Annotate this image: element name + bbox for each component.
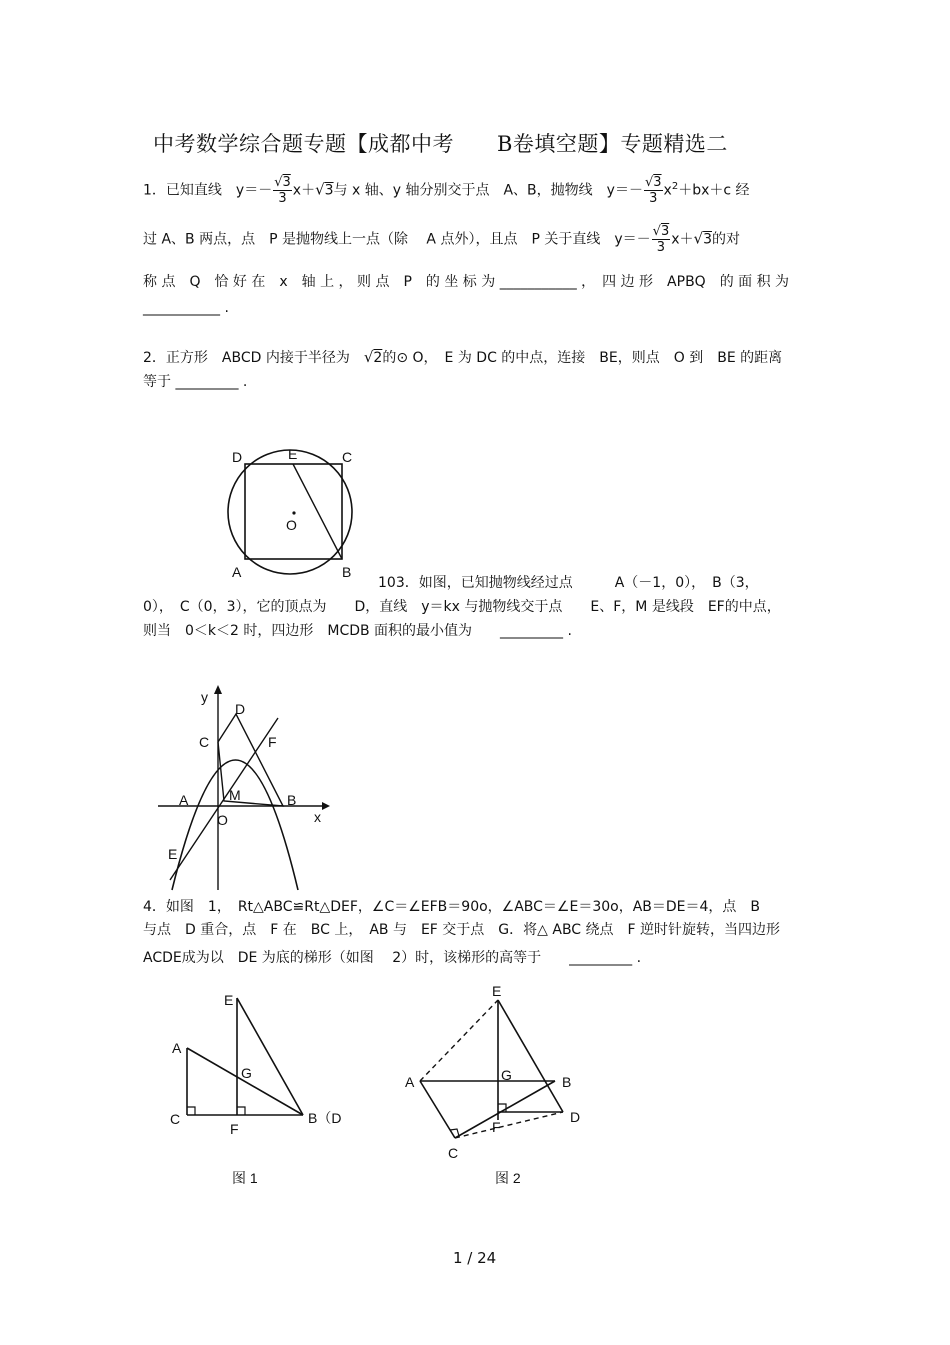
label-g: G xyxy=(501,1067,512,1083)
label-f: F xyxy=(230,1121,239,1137)
label-a: A xyxy=(405,1074,415,1090)
label-c: C xyxy=(448,1145,459,1161)
label-x: x xyxy=(314,809,321,825)
q2-line-1: 2．正方形 ABCD 内接于半径为 √2的⊙ O， E 为 DC 的中点，连接 BE，则点 O 到 BE 的距离 xyxy=(143,348,783,366)
right-angle-f xyxy=(237,1107,245,1115)
label-a: A xyxy=(232,564,242,580)
q1-text: 1．已知直线 y＝－ xyxy=(143,182,273,199)
label-b: B xyxy=(287,792,297,808)
q4-line-1: 4．如图 1， Rt△ABC≌Rt△DEF，∠C＝∠EFB＝90o，∠ABC＝∠E＝30o，AB＝DE＝4，点 B xyxy=(143,899,761,915)
q3-line-3: 则当 0＜k＜2 时，四边形 MCDB 面积的最小值为 _________ . xyxy=(143,623,572,639)
label-y: y xyxy=(201,689,208,705)
fraction: $\frac{√3}{3}$ xyxy=(644,175,662,206)
parabola-figure xyxy=(150,680,340,895)
figure-2-caption: 图 2 xyxy=(495,1170,521,1185)
segment-ab xyxy=(187,1048,303,1115)
label-e: E xyxy=(492,983,502,999)
segment-ac xyxy=(420,1081,455,1138)
fraction: $\frac{√3}{3}$ xyxy=(274,175,291,206)
right-angle-c xyxy=(187,1107,195,1115)
label-c: C xyxy=(342,449,353,465)
q4-line-2: 与点 D 重合，点 F 在 BC 上， AB 与 EF 交于点 G．将△ ABC 绕点 F 逆时针旋转，当四边形 xyxy=(143,922,781,938)
label-o: O xyxy=(286,517,297,533)
y-axis-arrow xyxy=(214,685,222,694)
circle-o xyxy=(228,450,352,574)
label-d: D xyxy=(232,449,243,465)
segment-ed xyxy=(237,998,303,1115)
q1-line-2: 过 A、B 两点，点 P 是抛物线上一点（除 A 点外），且点 P 关于直线 y＝－ $\frac{√3}{3}$ x＋√3的对 xyxy=(143,224,740,255)
dashed-cd xyxy=(455,1112,563,1138)
label-b: B xyxy=(562,1074,572,1090)
circle-square-figure xyxy=(215,440,365,585)
center-point xyxy=(292,511,295,514)
figure-1 xyxy=(160,985,360,1185)
label-a: A xyxy=(179,792,189,808)
segment-cb xyxy=(455,1081,555,1138)
label-e: E xyxy=(288,446,298,462)
label-d: D xyxy=(570,1109,581,1125)
q1-line-4: ___________ . xyxy=(143,300,229,316)
label-g: G xyxy=(241,1065,252,1081)
segment-be xyxy=(293,464,342,559)
label-f: F xyxy=(268,734,277,750)
label-d: D xyxy=(235,701,246,717)
q3-line-2: 0）， C（0，3），它的顶点为 D，直线 y＝kx 与抛物线交于点 E、F，M 是线段 EF的中点， xyxy=(143,599,781,615)
label-a: A xyxy=(172,1040,182,1056)
dashed-ae xyxy=(420,1000,498,1081)
page-number: 1 / 24 xyxy=(453,1249,497,1267)
label-f: F xyxy=(492,1119,501,1135)
q3-line-1: 103．如图，已知抛物线经过点 A（－1，0）， B（3， xyxy=(378,575,759,591)
figure-1-caption: 图 1 xyxy=(232,1170,258,1185)
label-o: O xyxy=(217,812,228,828)
parabola-curve xyxy=(172,760,298,890)
x-axis-arrow xyxy=(322,802,330,810)
label-e: E xyxy=(168,846,178,862)
figure-2 xyxy=(400,980,600,1185)
label-bd: B（D xyxy=(308,1110,342,1126)
label-m: M xyxy=(229,787,241,803)
label-e: E xyxy=(224,992,234,1008)
q1-line-1: 1．已知直线 y＝－ $\frac{√3}{3}$ x＋√3与 x 轴、y 轴分别交于点 A、B，抛物线 y＝－ $\frac{√3}{3}$ $x^2+bx+c$ 经 xyxy=(143,175,750,206)
q1-line-3: 称 点 Q 恰 好 在 x 轴 上 ， 则 点 P 的 坐 标 为 ___________ ， 四 边 形 APBQ 的 面 积 为 xyxy=(143,274,790,290)
label-c: C xyxy=(199,734,210,750)
label-c: C xyxy=(170,1111,181,1127)
q4-line-3: ACDE成为以 DE 为底的梯形（如图 2）时，该梯形的高等于 _________ . xyxy=(143,950,642,966)
label-b: B xyxy=(342,564,352,580)
q2-line-2: 等于 _________ . xyxy=(143,374,248,390)
page-title: 中考数学综合题专题【成都中考 B卷填空题】专题精选二 xyxy=(153,132,728,156)
fraction: $\frac{√3}{3}$ xyxy=(652,224,670,255)
